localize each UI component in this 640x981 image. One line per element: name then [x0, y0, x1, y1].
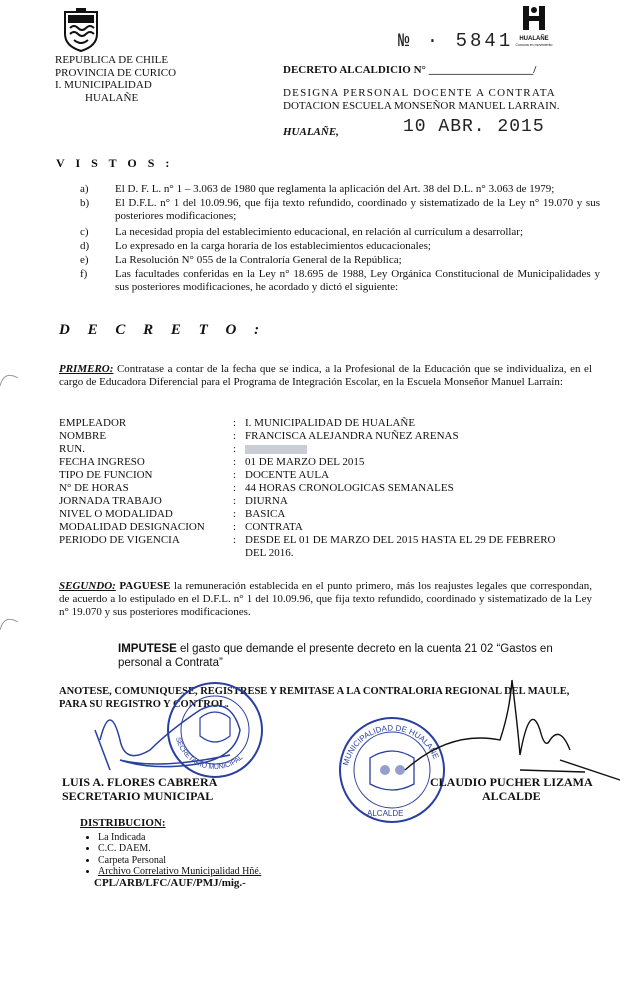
detail-key: NIVEL O MODALIDAD: [59, 508, 173, 520]
detail-row: NOMBRE : FRANCISCA ALEJANDRA NUÑEZ ARENAS: [59, 430, 459, 442]
hualane-h-icon: [521, 5, 547, 31]
header-line-commune: HUALAÑE: [85, 91, 139, 104]
distribution-item: • Archivo Correlativo Municipalidad Hñé.: [98, 866, 261, 878]
vistos-item: [80, 268, 600, 294]
detail-row: JORNADA TRABAJO : DIURNA: [59, 495, 288, 507]
mayor-seal-text: MUNICIPALIDAD DE HUALAÑE: [341, 723, 441, 767]
vistos-item-key: e): [80, 254, 89, 266]
vistos-item-text: El D. F. L. n° 1 – 3.063 de 1980 que reglamenta la aplicación del Art. 38 del D.L. n° 3.063 de 1979;: [115, 183, 555, 195]
hualane-logo-text: HUALAÑE: [519, 36, 549, 42]
detail-value: FRANCISCA ALEJANDRA NUÑEZ ARENAS: [245, 430, 459, 442]
mayor-seal-stamp: [340, 718, 444, 822]
detail-row-continuation: [59, 547, 599, 560]
mayor-signature: [405, 680, 620, 780]
distribution-heading: DISTRIBUCION:: [80, 817, 166, 829]
decreto-heading: D E C R E T O :: [59, 322, 267, 338]
detail-row: RUN. :: [59, 443, 599, 456]
mayor-signature-block: [430, 775, 593, 803]
primero-paragraph: [59, 363, 592, 389]
vistos-item-text: Lo expresado en la carga horaria de los establecimientos educacionales;: [115, 240, 431, 252]
imputese-bold: IMPUTESE: [118, 643, 177, 655]
detail-key: PERIODO DE VIGENCIA: [59, 534, 180, 546]
detail-row: PERIODO DE VIGENCIA : DESDE EL 01 DE MARZO DEL 2015 HASTA EL 29 DE FEBRERO: [59, 534, 556, 546]
vistos-item: [80, 226, 600, 239]
hualane-logo: [514, 5, 554, 47]
detail-value: DOCENTE AULA: [245, 469, 330, 481]
vistos-item: [80, 240, 600, 253]
run-redacted: [245, 443, 307, 456]
detail-row: NIVEL O MODALIDAD : BASICA: [59, 508, 286, 520]
detail-value: CONTRATA: [245, 521, 303, 533]
primero-text: Contratase a contar de la fecha que se indica, a la Profesional de la Educación que se individualiza, en el cargo de Educadora Diferencial para el Programa de Integración Escolar, en la Escuela Monseñor Manuel Larraín:: [59, 363, 592, 388]
decree-place: HUALAÑE,: [283, 126, 339, 138]
detail-key: JORNADA TRABAJO: [59, 495, 162, 507]
vistos-item-key: c): [80, 226, 89, 238]
detail-key: EMPLEADOR: [59, 417, 127, 429]
secretary-seal-text: SECRETARIO MUNICIPAL: [174, 736, 245, 772]
distribution-list: [80, 818, 261, 889]
primero-label: PRIMERO:: [59, 363, 114, 375]
vistos-item-key: d): [80, 240, 90, 252]
employment-details: [59, 417, 599, 560]
detail-row: FECHA INGRESO : 01 DE MARZO DEL 2015: [59, 456, 365, 468]
vistos-item: [80, 197, 600, 223]
detail-key: TIPO DE FUNCION: [59, 469, 153, 481]
detail-value: DIURNA: [245, 495, 288, 507]
decree-subject-line1: DESIGNA PERSONAL DOCENTE A CONTRATA: [283, 87, 556, 99]
hualane-logo-tagline: Comuna en movimiento: [515, 43, 553, 47]
imputese-text: el gasto que demande el presente decreto en la cuenta 21 02 “Gastos en personal a Contrata”: [118, 643, 553, 669]
mayor-name: CLAUDIO PUCHER LIZAMA: [430, 775, 593, 789]
vistos-item-text: La necesidad propia del establecimiento educacional, en relación al currículum a desarrollar;: [115, 226, 524, 238]
segundo-bold: PAGUESE: [115, 580, 171, 592]
punch-hole-marks: [0, 0, 40, 981]
detail-row: N° DE HORAS : 44 HORAS CRONOLOGICAS SEMANALES: [59, 482, 454, 494]
mayor-title: ALCALDE: [482, 789, 541, 803]
vistos-heading: V I S T O S :: [56, 156, 174, 170]
decree-number-stamp: № · 5841: [398, 30, 514, 52]
imputese-paragraph: [118, 642, 598, 670]
vistos-item-text: La Resolución N° 055 de la Contraloría General de la República;: [115, 254, 402, 266]
header-institution: [55, 54, 176, 104]
header-line-municipality: I. MUNICIPALIDAD: [55, 79, 152, 91]
decree-subject: [283, 87, 559, 113]
decree-subject-line2: DOTACION ESCUELA MONSEÑOR MANUEL LARRAIN.: [283, 100, 560, 112]
detail-key: FECHA INGRESO: [59, 456, 145, 468]
detail-key: RUN.: [59, 443, 85, 455]
detail-key: N° DE HORAS: [59, 482, 129, 494]
segundo-text: la remuneración establecida en el punto primero, más los reajustes legales que correspondan, de acuerdo a lo estipulado en el D.F.L. n° 1 del 10.09.96, que fija texto refundido, coordinado y sistematizado de la Ley n° 19.070 y sus posteriores modificaciones.: [59, 580, 593, 618]
signature-stamps: [0, 670, 640, 840]
vistos-item: [80, 254, 600, 267]
vistos-item-key: f): [80, 268, 88, 280]
secretary-signature-block: [62, 775, 217, 803]
municipal-crest-logo: [62, 8, 100, 57]
segundo-label: SEGUNDO:: [59, 580, 116, 592]
secretary-title: SECRETARIO MUNICIPAL: [62, 789, 214, 803]
vistos-item: [80, 183, 600, 196]
anotese-paragraph: ANOTESE, COMUNIQUESE, REGISTRESE Y REMITASE A LA CONTRALORIA REGIONAL DEL MAULE, PARA SU REGISTRO Y CONTROL.: [59, 686, 570, 710]
detail-value: 01 DE MARZO DEL 2015: [245, 456, 365, 468]
detail-row: EMPLEADOR : I. MUNICIPALIDAD DE HUALAÑE: [59, 417, 416, 429]
vistos-item-key: a): [80, 183, 89, 195]
detail-value: I. MUNICIPALIDAD DE HUALAÑE: [245, 417, 416, 429]
segundo-paragraph: [59, 580, 592, 619]
distribution-item: • La Indicada: [98, 832, 261, 844]
vistos-item-text: Las facultades conferidas en la Ley n° 18.695 de 1988, Ley Orgánica Constitucional de Municipalidades y sus posteriores modificaciones, he acordado y dictó el siguiente:: [115, 268, 600, 293]
detail-value: DEL 2016.: [245, 547, 294, 559]
decree-title: DECRETO ALCALDICIO N° ___________________/: [283, 64, 537, 76]
detail-value: 44 HORAS CRONOLOGICAS SEMANALES: [245, 482, 454, 494]
redaction-bar: [245, 445, 307, 454]
distribution-item: • C.C. DAEM.: [98, 843, 261, 855]
detail-row: MODALIDAD DESIGNACION : CONTRATA: [59, 521, 303, 533]
mayor-seal-bottom-text: ALCALDE: [367, 809, 404, 818]
detail-value: BASICA: [245, 508, 286, 520]
distribution-initials: CPL/ARB/LFC/AUF/PMJ/mig.-: [94, 876, 246, 889]
secretary-signature: [95, 706, 240, 771]
secretary-name: LUIS A. FLORES CABRERA: [62, 775, 218, 789]
detail-row: TIPO DE FUNCION : DOCENTE AULA: [59, 469, 330, 481]
detail-key: MODALIDAD DESIGNACION: [59, 521, 205, 533]
header-line-province: PROVINCIA DE CURICO: [55, 66, 177, 79]
distribution-item: • Carpeta Personal: [98, 855, 261, 867]
detail-key: NOMBRE: [59, 430, 107, 442]
date-stamp: 10 ABR. 2015: [403, 117, 545, 137]
vistos-item-key: b): [80, 197, 90, 209]
vistos-item-text: El D.F.L. n° 1 del 10.09.96, que fija texto refundido, coordinado y sistematizado de la Ley n° 19.070 y sus posteriores modificaciones;: [115, 197, 600, 222]
header-line-republic: REPUBLICA DE CHILE: [55, 54, 169, 66]
detail-value: DESDE EL 01 DE MARZO DEL 2015 HASTA EL 29 DE FEBRERO: [245, 534, 556, 546]
